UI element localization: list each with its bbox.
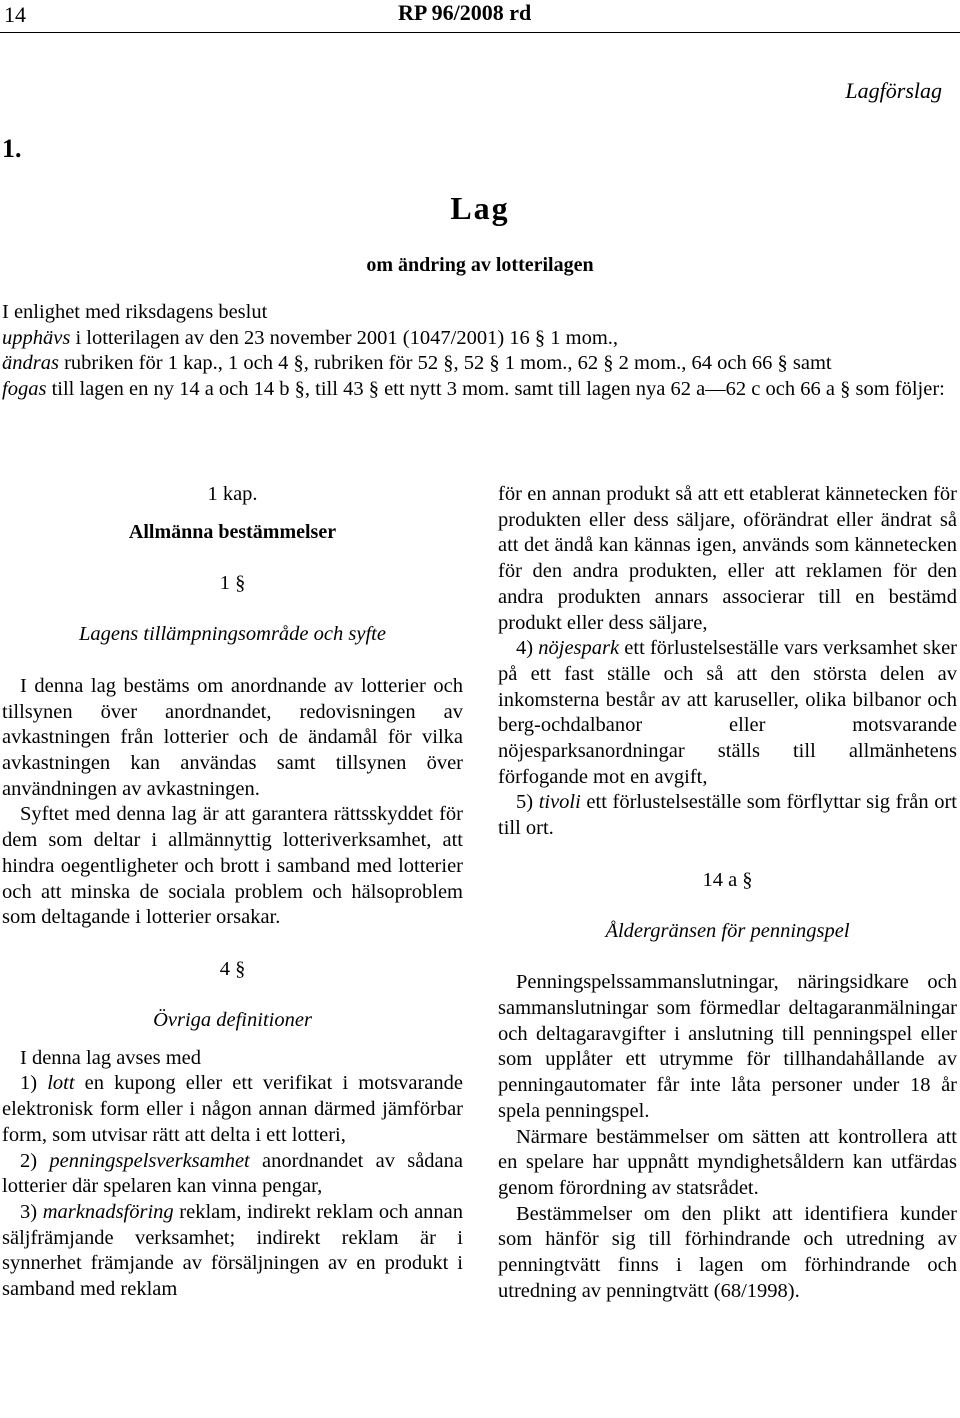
definition-term: lott bbox=[47, 1072, 75, 1095]
page-number: 14 bbox=[4, 2, 26, 27]
definition-item bbox=[2, 1071, 463, 1148]
definition-number: 4) bbox=[516, 637, 539, 660]
spacer bbox=[2, 597, 463, 623]
definition-item bbox=[2, 1149, 463, 1200]
spacer bbox=[498, 842, 957, 868]
paragraph: I denna lag avses med bbox=[20, 1046, 202, 1069]
preamble-fogas-text: till lagen en ny 14 a och 14 b §, till 43 § ett nytt 3 mom. samt till lagen nya 62 a—62 c och 66 a § som följer: bbox=[46, 377, 945, 400]
spacer bbox=[498, 893, 957, 919]
law-number: 1. bbox=[2, 134, 22, 163]
definition-item bbox=[498, 636, 957, 790]
section-number-1: 1 § bbox=[219, 572, 246, 595]
definition-number: 1) bbox=[20, 1072, 48, 1095]
chapter-number: 1 kap. bbox=[207, 483, 258, 505]
section-title-4: Övriga definitioner bbox=[153, 1008, 312, 1031]
law-title: Lag bbox=[450, 190, 510, 226]
spacer bbox=[2, 648, 463, 674]
section-number-14a: 14 a § bbox=[702, 868, 753, 891]
definition-text: reklam, indirekt reklam och annan säljfrämjande verksamhet; indirekt reklam är i synnerhet främjande av försäljningen av en produkt i samband med reklam bbox=[2, 1200, 464, 1301]
definition-text: en kupong eller ett verifikat i motsvarande elektronisk form eller i någon annan därmed jämförbar form, som utvisar rätt att delta i ett lotteri, bbox=[2, 1072, 463, 1146]
definition-text: ett förlustelseställe vars verksamhet sker på ett fast ställe och så att den största delen av inkomsterna består av att karuseller, olika bilbanor och berg-ochdalbanor eller motsvarande nöjesparksanordningar ställs till allmänhetens förfogande mot en avgift, bbox=[498, 637, 957, 788]
chapter-heading: Allmänna bestämmelser bbox=[128, 520, 337, 543]
preamble-fogas bbox=[2, 377, 958, 403]
definition-item bbox=[498, 790, 957, 841]
header-rule bbox=[0, 32, 960, 33]
paragraph: Syftet med denna lag är att garantera rättsskyddet för dem som deltar i allmännyttig lotteriverksamhet, att hindra oegentligheter och brott i samband med lotterier och att minska de sociala problem och hälsoproblem som deltagande i lotterier orsakar. bbox=[2, 803, 463, 929]
preamble-upphavs-text: i lotterilagen av den 23 november 2001 (1047/2001) 16 § 1 mom., bbox=[70, 326, 619, 349]
definition-term: nöjespark bbox=[538, 637, 620, 660]
definition-item bbox=[2, 1200, 463, 1303]
definition-term: marknadsföring bbox=[42, 1200, 174, 1223]
preamble-line: I enlighet med riksdagens beslut bbox=[2, 301, 268, 323]
preamble bbox=[2, 300, 958, 402]
preamble-andras-text: rubriken för 1 kap., 1 och 4 §, rubriken för 52 §, 52 § 1 mom., 62 § 2 mom., 64 och 66 § samt bbox=[58, 352, 832, 375]
definition-number: 3) bbox=[20, 1200, 43, 1223]
left-column bbox=[2, 482, 463, 1303]
spacer bbox=[2, 982, 463, 1008]
document-reference: RP 96/2008 rd bbox=[398, 0, 532, 25]
preamble-andras-word: ändras bbox=[2, 352, 59, 375]
definition-text: ett förlustelseställe som förflyttar sig från ort till ort. bbox=[498, 791, 958, 840]
definition-term: penningspelsverksamhet bbox=[49, 1149, 250, 1172]
spacer bbox=[2, 1034, 463, 1046]
definition-text: anordnandet av sådana lotterier där spelaren kan vinna pengar, bbox=[2, 1149, 463, 1198]
preamble-andras bbox=[2, 351, 958, 377]
section-label-lagforslag: Lagförslag bbox=[845, 78, 942, 103]
definition-term: tivoli bbox=[538, 791, 581, 814]
preamble-upphavs-word: upphävs bbox=[2, 326, 71, 349]
section-title-14a: Åldergränsen för penningspel bbox=[605, 919, 850, 942]
definition-number: 5) bbox=[516, 791, 539, 814]
paragraph: Närmare bestämmelser om sätten att kontrollera att en spelare har uppnått myndighetsåldern kan utfärdas genom förordning av statsrådet. bbox=[498, 1125, 957, 1199]
section-number-4: 4 § bbox=[219, 957, 246, 980]
spacer bbox=[2, 508, 463, 520]
right-column bbox=[498, 482, 957, 1304]
preamble-upphavs bbox=[2, 326, 958, 352]
spacer bbox=[2, 545, 463, 571]
section-title-1: Lagens tillämpningsområde och syfte bbox=[79, 623, 386, 646]
paragraph-continued: för en annan produkt så att ett etablerat kännetecken för produkten eller dess säljare, oförändrat eller ändrat så att det ändå kan kännas igen, används som kännetecken för den andra produkten, eller att reklamen för den andra produkten annars associerar till en bestämd produkt eller dess säljare, bbox=[498, 483, 957, 634]
spacer bbox=[2, 931, 463, 957]
preamble-fogas-word: fogas bbox=[2, 377, 47, 400]
spacer bbox=[498, 945, 957, 971]
law-subtitle: om ändring av lotterilagen bbox=[366, 254, 594, 276]
definition-number: 2) bbox=[20, 1149, 50, 1172]
paragraph: I denna lag bestäms om anordnande av lotterier och tillsynen över anordnandet, redovisningen av avkastningen från lotterier och de ändamål för vilka avkastningen kan användas samt tillsynen över användningen av avkastningen. bbox=[2, 674, 463, 800]
paragraph: Bestämmelser om den plikt att identifiera kunder som hänför sig till förhindrande och utredning av penningtvätt finns i lagen om förhindrande och utredning av penningtvätt (68/1998). bbox=[498, 1202, 957, 1302]
paragraph: Penningspelssammanslutningar, näringsidkare och sammanslutningar som förmedlar deltagaranmälningar och deltagaravgifter i anslutning till penningspel eller som upplåter ett utrymme för tillhandahållande av penningautomater får inte låta personer under 18 år spela penningspel. bbox=[498, 971, 957, 1122]
